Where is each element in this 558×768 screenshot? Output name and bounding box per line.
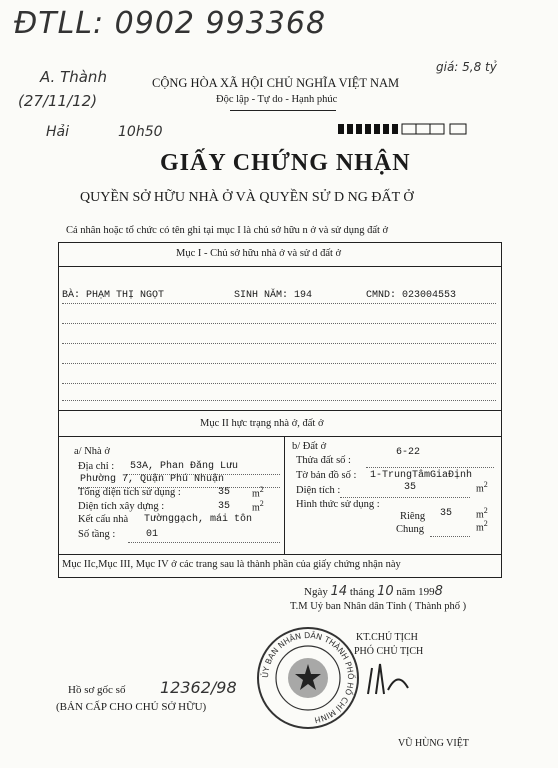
- dotted-line: [366, 467, 494, 468]
- shared-label: Chung: [396, 524, 425, 535]
- signature: [358, 660, 418, 705]
- land-area-unit: $m^2$: [476, 480, 488, 495]
- day-label: Ngày: [304, 586, 328, 598]
- section2-heading: Mục II hực trạng nhà ở, đất ở: [200, 418, 324, 429]
- handwritten-name: A. Thành: [40, 68, 107, 86]
- address-line-2: Phường 7, Quận Phú Nhuận: [80, 474, 225, 485]
- structure-value: Tườnggạch, mái tôn: [144, 514, 253, 525]
- signer-role-2: PHÓ CHỦ TỊCH: [354, 646, 424, 657]
- owner-id-number: CMND: 023004553: [366, 290, 457, 301]
- signer-role-1: KT.CHỦ TỊCH: [356, 632, 418, 643]
- signer-name: VŨ HÙNG VIỆT: [398, 738, 469, 749]
- official-seal: [256, 626, 360, 735]
- built-area-label: Diện tích xây dựng :: [78, 501, 165, 512]
- dotted-line: [62, 323, 496, 324]
- map-label: Tờ bản đồ số :: [296, 470, 357, 481]
- copy-note: (BẢN CẤP CHO CHỦ SỞ HỮU): [56, 701, 207, 713]
- month-label: tháng: [349, 586, 375, 598]
- dotted-line: [128, 542, 280, 543]
- handwritten-date: (27/11/12): [18, 92, 98, 110]
- handwritten-initial: Hải: [46, 124, 69, 140]
- dotted-line: [62, 383, 496, 384]
- land-label: b/ Đất ở: [292, 441, 327, 452]
- total-area-value: 35: [218, 487, 231, 498]
- seal-text: ỦY BAN NHÂN DÂN THÀNH PHỐ HỒ CHÍ MINH: [260, 630, 356, 725]
- owner-birth-year: SINH NĂM: 194: [234, 290, 313, 301]
- section2-column-divider: [284, 436, 285, 554]
- use-form-label: Hình thức sử dụng :: [296, 499, 380, 510]
- floors-value: 01: [146, 529, 159, 540]
- dotted-line: [62, 363, 496, 364]
- total-area-label: Tổng diện tích sử dụng :: [78, 487, 181, 498]
- private-unit: $m^2$: [476, 506, 488, 521]
- record-label: Hồ sơ gốc số: [68, 684, 126, 696]
- serial-number-boxes: [338, 122, 468, 141]
- dotted-line: [62, 303, 496, 304]
- dotted-line: [62, 343, 496, 344]
- dotted-line: [340, 497, 470, 498]
- month-value: 10: [377, 584, 394, 599]
- day-value: 14: [330, 584, 348, 599]
- shared-unit: $m^2$: [476, 519, 488, 534]
- structure-label: Kết cấu nhà: [78, 514, 129, 525]
- built-area-value: 35: [218, 501, 231, 512]
- owner-name: BÀ: PHẠM THỊ NGỌT: [62, 290, 165, 301]
- plot-label: Thửa đất số :: [296, 455, 351, 466]
- certification-statement: Cá nhân hoặc tổ chức có tên ghi tại mục I là chủ sở hữu n ở và sử dụng đất ở: [66, 225, 389, 236]
- handwritten-phone: ĐTLL: 0902 993368: [14, 6, 327, 41]
- section2-heading-line: [58, 436, 501, 437]
- private-label: Riêng: [400, 511, 426, 522]
- land-area-label: Diện tích :: [296, 485, 341, 496]
- floors-label: Số tầng :: [78, 529, 116, 540]
- year-label: năm 199: [396, 586, 435, 598]
- plot-value: 6-22: [396, 447, 421, 458]
- dotted-line: [62, 400, 496, 401]
- motto: Độc lập - Tự do - Hạnh phúc: [216, 94, 338, 105]
- total-area-unit: $m^2$: [252, 485, 264, 500]
- record-number: 12362/98: [160, 678, 237, 697]
- house-label: a/ Nhà ở: [74, 446, 110, 457]
- document-subtitle: QUYỀN SỞ HỮU NHÀ Ở VÀ QUYỀN SỬ D NG ĐẤT Ở: [80, 190, 414, 205]
- address-label: Địa chỉ :: [78, 461, 115, 472]
- document-title: GIẤY CHỨNG NHẬN: [160, 150, 411, 176]
- national-title: CỘNG HÒA XÃ HỘI CHỦ NGHĨA VIỆT NAM: [152, 76, 400, 90]
- map-value: 1-TrungTâmGiaĐịnh: [370, 470, 473, 481]
- section1-heading: Mục I - Chủ sở hữu nhà ở và sử d đất ở: [176, 248, 342, 259]
- year-value: 8: [434, 584, 443, 599]
- dotted-line: [430, 536, 470, 537]
- handwritten-price: giá: 5,8 tỷ: [436, 60, 497, 74]
- private-value: 35: [440, 508, 453, 519]
- motto-underline: [230, 110, 336, 111]
- handwritten-time: 10h50: [118, 124, 163, 140]
- section2-bottom-line: [58, 554, 501, 555]
- issuing-authority: T.M Uỷ ban Nhân dân Tỉnh ( Thành phố ): [290, 601, 467, 612]
- section1-heading-line: [58, 266, 501, 267]
- issue-date: [304, 584, 443, 599]
- footer-note: Mục IIc,Mục III, Mục IV ở các trang sau là thành phần của giấy chứng nhận này: [62, 559, 401, 570]
- address-line-1: 53A, Phan Đăng Lưu: [130, 461, 239, 472]
- land-area-value: 35: [404, 482, 417, 493]
- section2-top-line: [58, 410, 501, 411]
- built-area-unit: $m^2$: [252, 499, 264, 514]
